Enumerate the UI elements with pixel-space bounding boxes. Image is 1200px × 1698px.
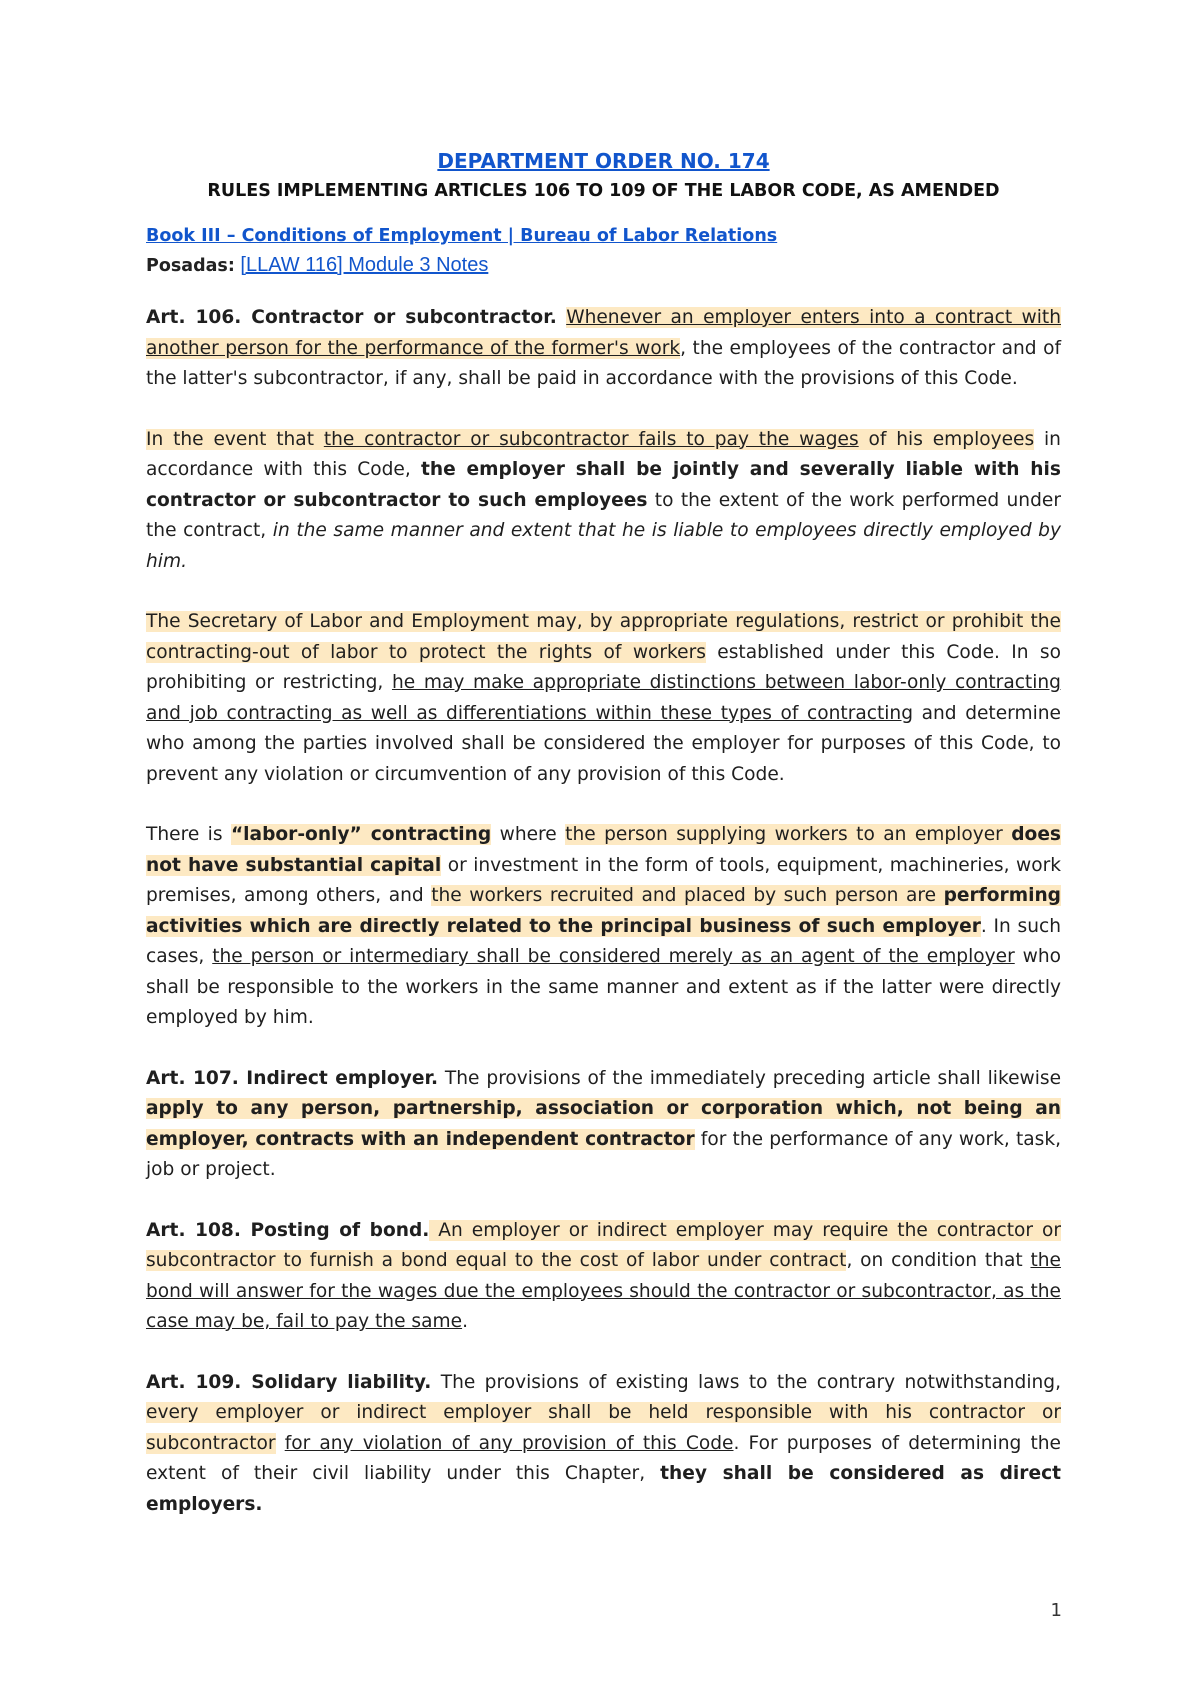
highlighted-text: of his employees bbox=[858, 428, 1035, 450]
art106-paragraph-4 bbox=[146, 820, 1061, 1034]
body-text: where bbox=[491, 824, 566, 845]
posadas-reference bbox=[146, 250, 1061, 281]
art107-paragraph bbox=[146, 1064, 1061, 1186]
art106-paragraph-3 bbox=[146, 607, 1061, 790]
highlighted-text: the person supplying workers to an employer bbox=[565, 824, 1012, 845]
body-text: established under this Code. In so prohibiting or restricting, bbox=[146, 641, 1061, 693]
body-text: , on condition that bbox=[846, 1250, 1031, 1271]
page-number: 1 bbox=[1050, 1600, 1062, 1621]
body-text: . For purposes of determining the extent of their civil liability under this Chapter, bbox=[146, 1432, 1061, 1484]
art106-paragraph-1 bbox=[146, 303, 1061, 395]
document-body bbox=[146, 130, 1061, 1550]
highlighted-text: the workers recruited and placed by such person are bbox=[431, 885, 944, 906]
bold-text: they shall be considered as direct employers. bbox=[146, 1463, 1061, 1515]
body-text: , the employees of the contractor and of the latter's subcontractor, if any, shall be paid in accordance with the provisions of this Code. bbox=[146, 337, 1061, 389]
posadas-label: Posadas: bbox=[146, 256, 235, 276]
module-notes-link[interactable]: [LLAW 116] Module 3 Notes bbox=[240, 254, 489, 276]
body-text: who shall be responsible to the workers in the same manner and extent as if the latter were directly employed by him. bbox=[146, 946, 1061, 1028]
highlighted-bold-text: “labor-only” contracting bbox=[230, 824, 492, 845]
underlined-text: the bond will answer for the wages due the employees should the contractor or subcontractor, as the case may be, fail to pay the same bbox=[146, 1250, 1061, 1332]
art109-heading: Art. 109. Solidary liability. bbox=[146, 1371, 432, 1393]
body-text: for the performance of any work, task, job or project. bbox=[146, 1128, 1062, 1180]
highlighted-underlined-text: the contractor or subcontractor fails to pay the wages bbox=[323, 428, 859, 450]
body-text: to the extent of the work performed under the contract, bbox=[146, 489, 1061, 541]
body-text: There is bbox=[146, 824, 231, 845]
highlighted-text: An employer or indirect employer may require the contractor or subcontractor to furnish a bond equal to the cost of labor under contract bbox=[146, 1219, 1061, 1271]
highlighted-text: The Secretary of Labor and Employment may, by appropriate regulations, restrict or prohibit the contracting-out of labor to protect the rights of workers bbox=[146, 611, 1061, 663]
art108-heading: Art. 108. Posting of bond. bbox=[146, 1219, 430, 1241]
art107-heading: Art. 107. Indirect employer. bbox=[146, 1067, 439, 1089]
body-text: The provisions of existing laws to the contrary notwithstanding, bbox=[431, 1371, 1061, 1393]
page-subtitle: RULES IMPLEMENTING ARTICLES 106 TO 109 OF THE LABOR CODE, AS AMENDED bbox=[207, 181, 1000, 201]
bold-text: the employer shall be jointly and severally liable with his contractor or subcontractor to such employees bbox=[146, 459, 1061, 511]
body-text: The provisions of the immediately preceding article shall likewise bbox=[438, 1067, 1062, 1089]
body-text: in accordance with this Code, bbox=[146, 428, 1061, 480]
underlined-text: for any violation of any provision of this Code bbox=[284, 1432, 734, 1454]
body-text: . In such cases, bbox=[146, 915, 1061, 967]
underlined-text: he may make appropriate distinctions between labor-only contracting and job contracting as well as differentiations within these types of contracting bbox=[146, 672, 1061, 724]
art106-paragraph-2 bbox=[146, 425, 1061, 578]
art109-paragraph bbox=[146, 1368, 1061, 1521]
body-text bbox=[276, 1433, 285, 1454]
body-text: or investment in the form of tools, equipment, machineries, work premises bbox=[146, 854, 1062, 906]
highlighted-bold-text: apply to any person, partnership, association or corporation which, not being an employer, contracts with an independent contractor bbox=[146, 1098, 1061, 1150]
highlighted-text: Whenever an employer enters into a contract with another person for the performance of the former's work bbox=[146, 307, 1061, 359]
highlighted-bold-text: performing activities which are directly related to the principal business of such employer bbox=[146, 885, 1061, 937]
underlined-text: the person or intermediary shall be considered merely as an agent of the employer bbox=[212, 946, 1015, 967]
title-link[interactable]: DEPARTMENT ORDER NO. 174 bbox=[437, 149, 770, 173]
highlighted-bold-text: does not have substantial capital bbox=[146, 824, 1061, 876]
art106-heading: Art. 106. Contractor or subcontractor. bbox=[146, 307, 557, 328]
page-title bbox=[146, 146, 1061, 176]
body-text: . bbox=[462, 1311, 468, 1332]
body-text: , among others, and bbox=[230, 885, 432, 906]
book-link[interactable]: Book III – Conditions of Employment | Bureau of Labor Relations bbox=[146, 226, 778, 246]
art108-paragraph bbox=[146, 1216, 1061, 1338]
highlighted-text: every employer or indirect employer shall be held responsible with his contractor or subcontractor bbox=[146, 1402, 1061, 1454]
body-text: and determine who among the parties involved shall be considered the employer for purposes of this Code, to prevent any violation or circumvention of any provision of this Code. bbox=[146, 702, 1061, 785]
highlighted-text: In the event that bbox=[146, 428, 324, 450]
italic-text: in the same manner and extent that he is liable to employees directly employed by him. bbox=[146, 520, 1061, 572]
